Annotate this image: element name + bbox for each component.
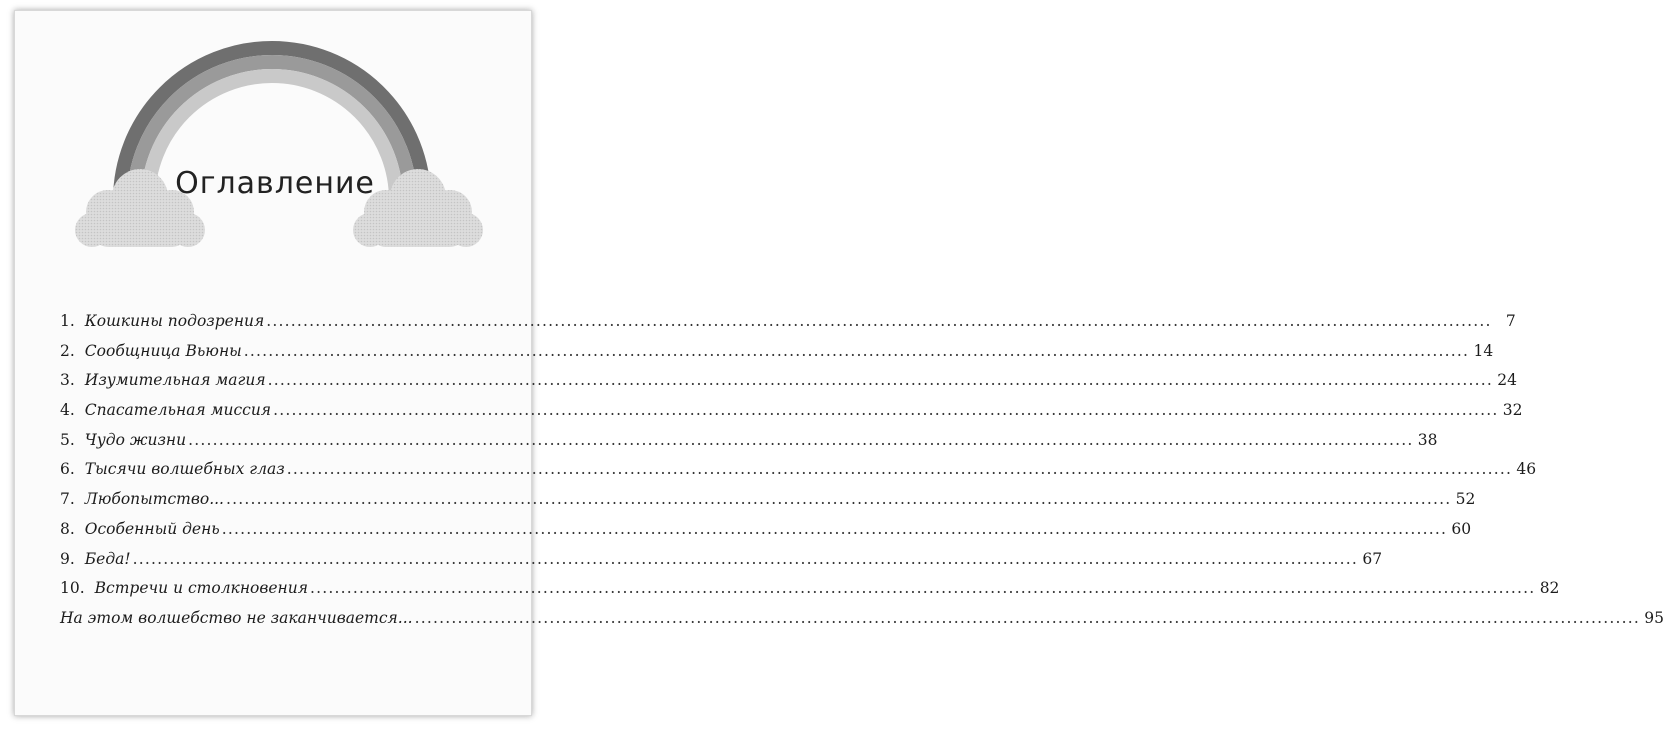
toc-entry xyxy=(60,608,1664,639)
toc-entry xyxy=(60,460,1537,490)
toc-entry-number: 2. xyxy=(60,341,75,360)
toc-entry-title: Чудо жизни xyxy=(84,430,187,449)
toc-entry-title: Изумительная магия xyxy=(84,371,266,390)
toc-leader-dots: ........................................................................................................................................................................................................ xyxy=(286,460,1513,479)
toc-entry-title: Любопытство... xyxy=(84,490,224,509)
toc-leader-dots: ........................................................................................................................................................................................................ xyxy=(267,371,1493,390)
toc-leader-dots: ........................................................................................................................................................................................................ xyxy=(414,608,1640,627)
toc-entry-number: 6. xyxy=(60,460,75,479)
toc-entry-page: 38 xyxy=(1417,430,1438,449)
toc-entry-title: Сообщница Вьюны xyxy=(84,341,242,360)
toc-entry xyxy=(60,430,1438,461)
toc-entry-number: 5. xyxy=(60,430,75,449)
table-of-contents xyxy=(60,312,1664,639)
toc-entry-page: 52 xyxy=(1455,490,1476,509)
toc-entry-title: Беда! xyxy=(84,549,131,568)
toc-entry-page: 46 xyxy=(1516,460,1537,479)
toc-entry-page: 95 xyxy=(1644,608,1664,627)
toc-leader-dots: ........................................................................................................................................................................................................ xyxy=(188,430,1414,449)
toc-entry-page: 82 xyxy=(1539,579,1560,598)
toc-leader-dots: ........................................................................................................................................................................................................ xyxy=(310,579,1536,598)
toc-entry-number: 4. xyxy=(60,401,75,420)
toc-entry xyxy=(60,401,1523,431)
toc-entry-title: Тысячи волшебных глаз xyxy=(84,460,285,479)
toc-entry-page: 24 xyxy=(1497,371,1517,390)
toc-leader-dots: ........................................................................................................................................................................................................ xyxy=(243,341,1470,360)
toc-leader-dots: ........................................................................................................................................................................................................ xyxy=(221,519,1448,538)
toc-entry-number: 9. xyxy=(60,549,75,568)
toc-entry-page: 14 xyxy=(1473,341,1494,360)
toc-leader-dots: ........................................................................................................................................................................................................ xyxy=(266,312,1492,330)
toc-entry-number: 3. xyxy=(60,371,75,390)
toc-entry-title: Особенный день xyxy=(84,519,220,538)
toc-entry xyxy=(60,549,1383,580)
toc-leader-dots: ........................................................................................................................................................................................................ xyxy=(226,490,1452,509)
toc-entry xyxy=(60,519,1472,550)
rainbow-illustration xyxy=(0,0,550,260)
toc-entry-title: На этом волшебство не заканчивается... xyxy=(60,608,413,627)
toc-entry-page: 7 xyxy=(1505,312,1516,330)
toc-entry xyxy=(60,371,1517,401)
page-title: Оглавление xyxy=(175,166,375,201)
toc-entry xyxy=(60,341,1494,372)
toc-entry-page: 32 xyxy=(1502,401,1523,420)
toc-entry xyxy=(60,312,1516,342)
toc-entry-number: 7. xyxy=(60,490,75,509)
toc-entry-number: 10. xyxy=(60,579,85,598)
toc-entry-title: Встречи и столкновения xyxy=(94,579,309,598)
toc-entry-title: Кошкины подозрения xyxy=(84,312,265,330)
toc-leader-dots: ........................................................................................................................................................................................................ xyxy=(132,549,1359,568)
toc-entry xyxy=(60,490,1476,520)
toc-entry-title: Спасательная миссия xyxy=(84,401,272,420)
toc-entry-page: 60 xyxy=(1451,519,1472,538)
toc-entry xyxy=(60,579,1560,609)
toc-entry-number: 1. xyxy=(60,312,75,330)
toc-leader-dots: ........................................................................................................................................................................................................ xyxy=(273,401,1499,420)
toc-entry-number: 8. xyxy=(60,519,75,538)
toc-entry-page: 67 xyxy=(1362,549,1383,568)
